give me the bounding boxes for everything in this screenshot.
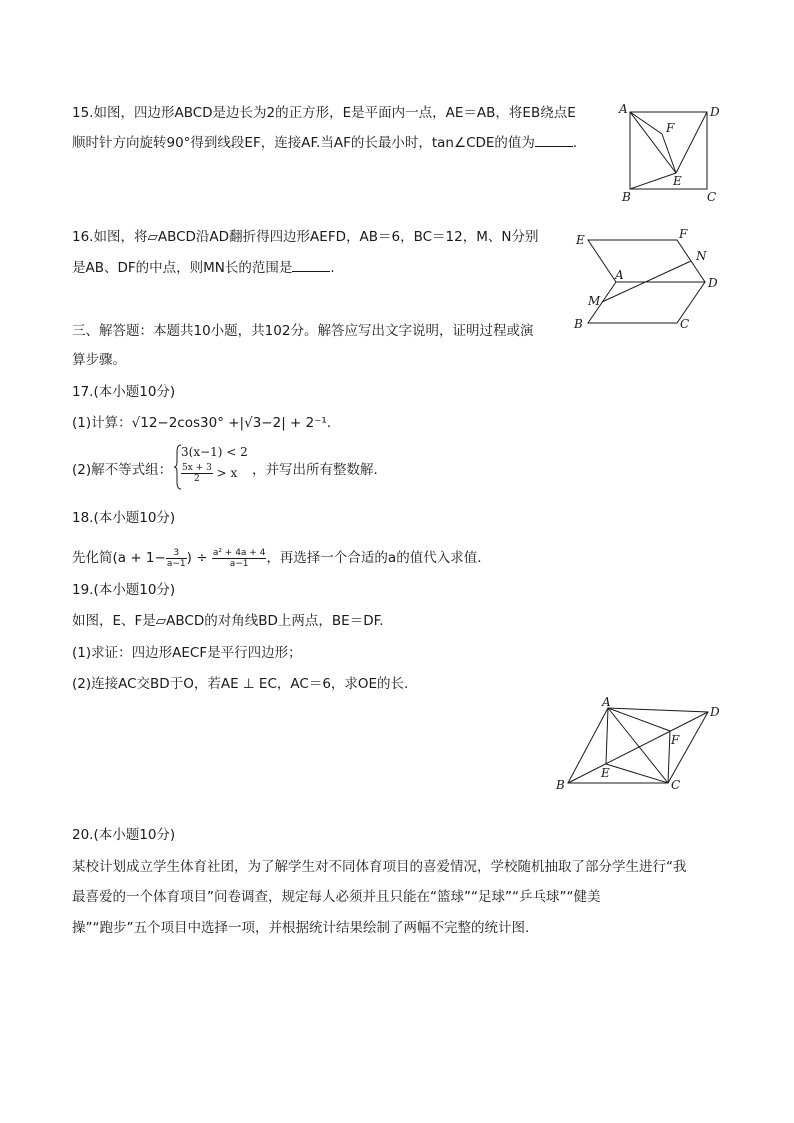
- q18-fraction2-den: a−1: [229, 558, 249, 569]
- q16-answer-blank: [292, 259, 330, 272]
- q19-statement: 如图，E、F是▱ABCD的对角线BD上两点，BE＝DF.: [72, 613, 384, 629]
- q15-label-a: A: [619, 102, 628, 116]
- q19-label-f: F: [671, 733, 680, 747]
- q17-system-line1: 3(x−1) < 2: [181, 445, 248, 459]
- q16-label-n: N: [696, 249, 707, 263]
- q17-system-tail: > x: [216, 466, 238, 480]
- q18-heading: 18.(本小题10分): [72, 510, 176, 526]
- q18-expression: [72, 546, 482, 570]
- q16-fold-figure: [568, 225, 728, 335]
- q15-seg-fe: [662, 134, 676, 173]
- q19-label-b: B: [556, 778, 565, 792]
- q19-label-d: D: [710, 705, 720, 719]
- q18-fraction1-num: 3: [166, 548, 187, 559]
- q15-label-d: D: [710, 105, 720, 119]
- q19-part2: (2)连接AC交BD于O，若AE ⊥ EC，AC＝6，求OE的长.: [72, 676, 409, 692]
- section3-heading-line1: 三、解答题：本题共10小题，共102分。解答应写出文字说明，证明过程或演: [72, 323, 534, 339]
- q17-fraction-num: 5x + 3: [182, 463, 212, 473]
- q15-line2-text: 顺时针方向旋转90°得到线段EF，连接AF.当AF的长最小时，tan∠CDE的值为: [72, 135, 535, 151]
- q16-label-b: B: [574, 317, 583, 331]
- q15-answer-blank: [535, 134, 573, 147]
- q16-line2: [72, 258, 335, 278]
- q18-mid: ) ÷: [186, 550, 208, 566]
- q19-diagonal-bd: [568, 712, 708, 783]
- q18-fraction1: [166, 548, 187, 569]
- q16-label-m: M: [588, 294, 601, 308]
- q19-heading: 19.(本小题10分): [72, 582, 176, 598]
- q17-system-fraction: [181, 463, 213, 484]
- q19-label-a: A: [602, 695, 611, 709]
- q19-part1: (1)求证：四边形AECF是平行四边形；: [72, 645, 302, 661]
- q15-square-figure: [610, 100, 730, 205]
- q15-label-f: F: [666, 121, 675, 135]
- q20-line1: 某校计划成立学生体育社团，为了解学生对不同体育项目的喜爱情况，学校随机抽取了部分学生进行“我: [72, 859, 687, 875]
- q16-label-f: F: [679, 227, 688, 241]
- q18-pre: 先化简(a + 1−: [72, 550, 166, 566]
- q16-label-e: E: [576, 233, 585, 247]
- q18-post: ，再选择一个合适的a的值代入求值.: [266, 550, 482, 566]
- q20-heading: 20.(本小题10分): [72, 827, 176, 843]
- q15-label-c: C: [707, 190, 717, 204]
- q17-part2-label: (2)解不等式组：: [72, 462, 173, 478]
- section3-heading-line2: 算步骤。: [72, 352, 126, 368]
- q15-label-b: B: [622, 190, 631, 204]
- q17-part1: (1)计算：√12−2cos30° +|√3−2| + 2⁻¹.: [72, 415, 332, 431]
- q15-label-e: E: [673, 174, 682, 188]
- q16-label-d: D: [708, 276, 718, 290]
- q19-parallelogram-figure: [548, 695, 728, 795]
- q16-line2-end: .: [330, 260, 335, 276]
- q19-label-e: E: [601, 766, 610, 780]
- q15-seg-be: [630, 173, 676, 189]
- q15-line2: [72, 133, 577, 153]
- q18-fraction1-den: a−1: [166, 558, 186, 569]
- q19-label-c: C: [671, 778, 681, 792]
- q15-seg-af: [630, 112, 662, 134]
- q15-line2-end: .: [572, 135, 578, 151]
- q17-part2-end: ，并写出所有整数解.: [252, 462, 378, 478]
- q17-heading: 17.(本小题10分): [72, 384, 176, 400]
- q16-line1: 16.如图，将▱ABCD沿AD翻折得四边形AEFD，AB＝6，BC＝12，M、N分别: [72, 229, 539, 245]
- q16-label-c: C: [680, 317, 690, 331]
- q15-line1: 15.如图，四边形ABCD是边长为2的正方形，E是平面内一点，AE＝AB，将EB绕点E: [72, 105, 576, 121]
- q16-label-a: A: [615, 268, 624, 282]
- q16-line2-text: 是AB、DF的中点，则MN长的范围是: [72, 260, 293, 276]
- q20-line2: 最喜爱的一个体育项目”问卷调查，规定每人必须并且只能在“篮球”“足球”“乒乓球”“健美: [72, 889, 601, 905]
- q16-folded-aefd: [588, 240, 705, 282]
- q15-seg-de: [676, 112, 707, 173]
- q18-fraction2: [212, 548, 267, 569]
- q18-fraction2-num: a² + 4a + 4: [212, 547, 266, 558]
- q20-line3: 操”“跑步”五个项目中选择一项，并根据统计结果绘制了两幅不完整的统计图.: [72, 920, 530, 936]
- q17-system-line2: [181, 463, 237, 484]
- q17-fraction-den: 2: [194, 474, 200, 484]
